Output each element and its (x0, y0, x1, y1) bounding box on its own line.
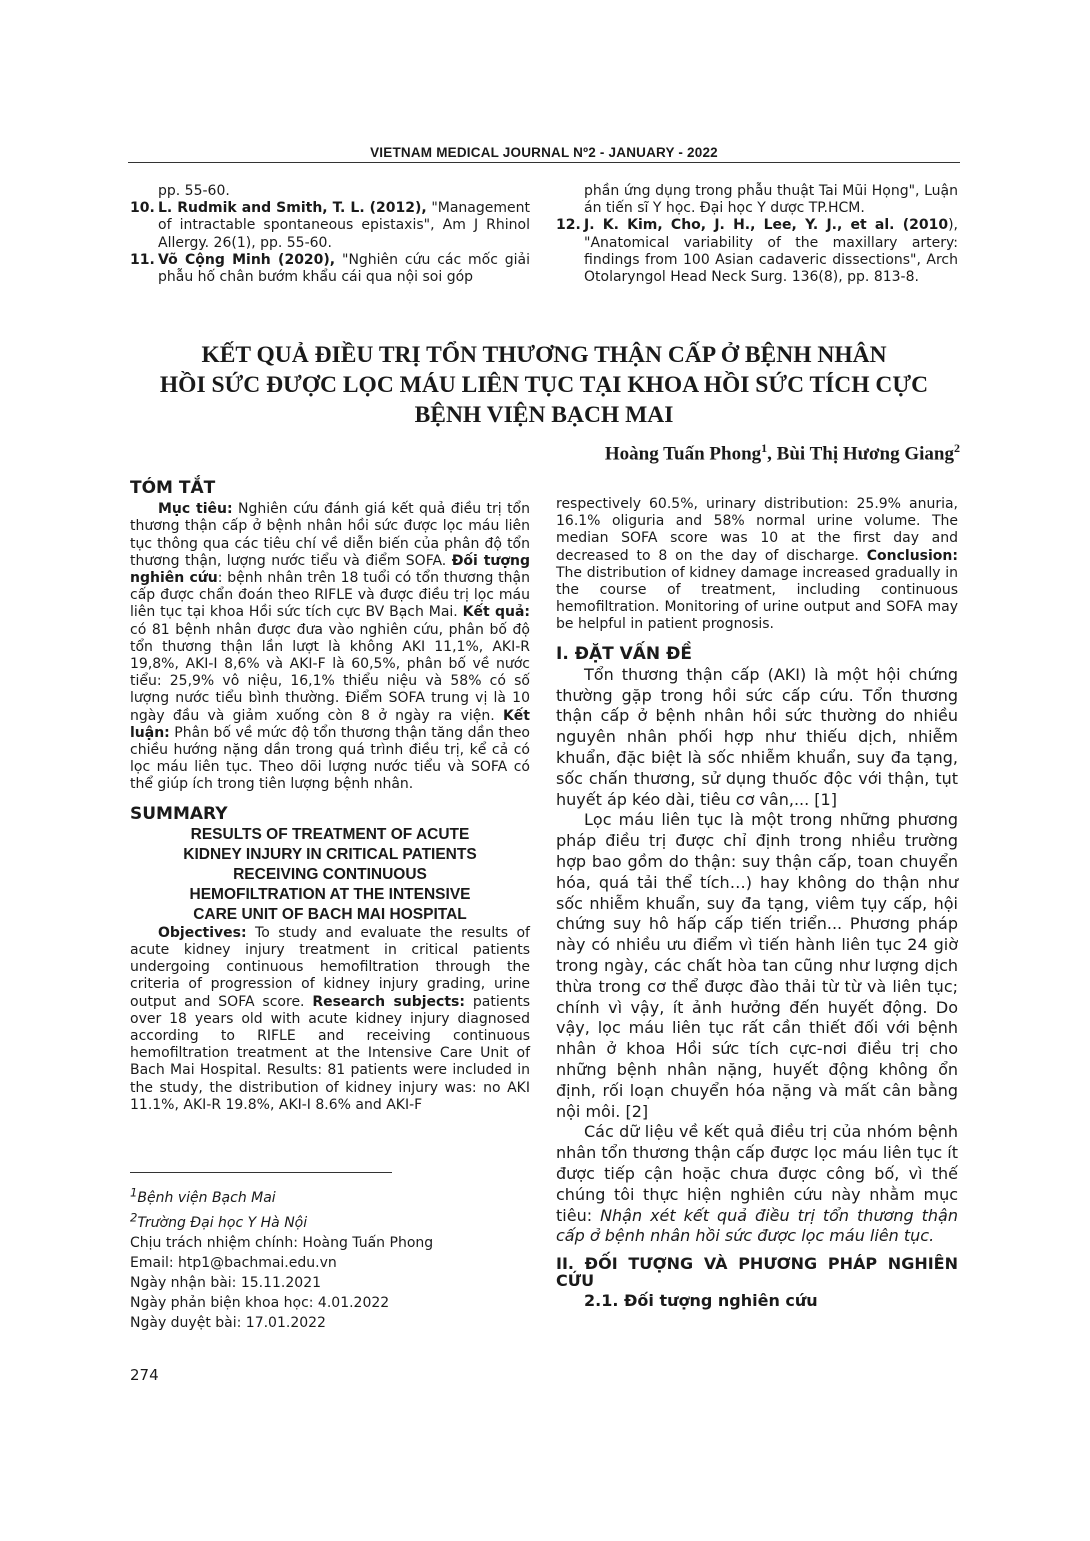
ref-text: "Nghiên cứu các mốc giải phẫu hố chân bướm khẩu cái qua nội soi góp (158, 251, 531, 286)
abstract-label: Kết luận: (130, 707, 530, 741)
summary-title-line: RESULTS OF TREATMENT OF ACUTE (190, 825, 470, 843)
journal-header: VIETNAM MEDICAL JOURNAL Nº2 - JANUARY - 2022 (370, 145, 718, 160)
section-2-heading: II. ĐỐI TƯỢNG VÀ PHƯƠNG PHÁP NGHIÊN CỨU (556, 1254, 958, 1291)
footnote-affiliation-2 (130, 1208, 530, 1234)
summary-label: Research subjects: (312, 993, 465, 1010)
title-line: HỒI SỨC ĐƯỢC LỌC MÁU LIÊN TỤC TẠI KHOA HỒI SỨC TÍCH CỰC (159, 372, 929, 398)
summary-text (130, 925, 530, 1114)
section-1-body (556, 665, 958, 1247)
abstract-body: có 81 bệnh nhân được đưa vào nghiên cứu, phân bố độ tổn thương thận lần lượt là không AKI 11,1%, AKI-R 19,8%, AKI-I 8,6% và AKI-F là 60,5%, phân bố về nước tiểu: 25,9% vô niệu, 16,1% thiểu niệu và 58% có số lượng nước tiểu bình thường. Điểm SOFA trung vị là 10 ngày đầu và giảm xuống còn 8 ở ngày ra viện. (130, 621, 530, 724)
ref-number: 11. (130, 251, 155, 268)
summary-body: respectively 60.5%, urinary distribution: 25.9% anuria, 16.1% oliguria and 58% normal urine volume. The median SOFA score was 10 at the first day and decreased to 8 on the day of discharge. (556, 496, 958, 564)
ref-authors: L. Rudmik and Smith, T. L. (2012), (158, 200, 427, 217)
ref-text: ), "Anatomical variability of the maxillary artery: findings from 100 Asian cadaveric dissections", Arch Otolaryngol Head Neck Surg. 136(8), pp. 813-8. (584, 217, 958, 286)
references-right (556, 183, 958, 286)
abstract-heading: TÓM TẮT (130, 478, 216, 498)
summary-heading: SUMMARY (130, 803, 228, 824)
author-affiliation: 1 (761, 441, 768, 455)
abstract-body: : bệnh nhân trên 18 tuổi có tổn thương thận cấp được chẩn đoán theo RIFLE và được điều trị lọc máu liên tục tại khoa Hồi sức tích cực BV Bạch Mai. (130, 570, 530, 621)
footnote-text: Trường Đại học Y Hà Nội (137, 1215, 308, 1232)
right-column (556, 496, 958, 1309)
footnote-reviewed: Ngày phản biện khoa học: 4.01.2022 (130, 1295, 390, 1312)
paragraph: Tổn thương thận cấp (AKI) là một hội chứng thường gặp trong hồi sức cấp cứu. Tổn thương thận cấp ở bệnh nhân hồi sức thường do nhiều nguyên nhân phối hợp như thiếu dịch, nhiễm khuẩn, đặc biệt là sốc nhiễm khuẩn, suy đa tạng, sốc chấn thương, sử dụng thuốc độc với thận, tụt huyết áp kéo dài, tiêu cơ vân,... [1] (556, 664, 958, 809)
paragraph (556, 1122, 958, 1247)
footnote-mark: 1 (130, 1185, 138, 1199)
author-separator: , (767, 443, 777, 465)
title-line: KẾT QUẢ ĐIỀU TRỊ TỔN THƯƠNG THẬN CẤP Ở BỆNH NHÂN (201, 342, 887, 368)
footnotes (130, 1182, 530, 1333)
abstract-label: Kết quả: (462, 604, 530, 621)
section-1-heading: I. ĐẶT VẤN ĐỀ (556, 643, 692, 664)
header-rule (128, 162, 960, 163)
authors (605, 441, 960, 465)
summary-title (130, 825, 530, 925)
summary-continuation (556, 496, 958, 634)
article-title (128, 340, 960, 430)
abstract-body: Nghiên cứu đánh giá kết quả điều trị tổn thương thận cấp ở bệnh nhân hồi sức được lọc máu liên tục thông qua các tiêu chí về diễn biến của phân độ tổn thương thận, lượng nước tiểu và điểm SOFA. (130, 501, 530, 569)
footnote-rule (130, 1172, 392, 1173)
summary-body: To study and evaluate the results of acute kidney injury treatment in critical patients undergoing continuous hemofiltration through the criteria of progression of kidney injury grading, urine output and SOFA score. (130, 924, 530, 1010)
abstract-label: Mục tiêu: (158, 501, 233, 518)
summary-title-line: RECEIVING CONTINUOUS (233, 865, 427, 883)
subsection-heading: 2.1. Đối tượng nghiên cứu (584, 1290, 818, 1310)
abstract-vi-text (130, 501, 530, 793)
reference-11 (130, 252, 530, 286)
reference-10 (130, 200, 530, 252)
footnote-mark: 2 (130, 1210, 138, 1225)
abstract-body: Phân bố về mức độ tổn thương thận tăng dần theo chiều hướng nặng dần trong quá trình điều trị, kể cả có lọc máu liên tục. Theo dõi lượng nước tiểu và SOFA có thể giúp ích trong tiên lượng bệnh nhân. (130, 724, 530, 793)
summary-label: Conclusion: (866, 547, 958, 564)
footnote-email: Email: htp1@bachmai.edu.vn (130, 1255, 337, 1272)
paragraph-italic: Nhận xét kết quả điều trị tổn thương thận cấp ở bệnh nhân hồi sức được lọc máu liên tục. (556, 1205, 958, 1246)
references-left (130, 183, 530, 286)
ref-number: 10. (130, 200, 155, 217)
footnote-responsible: Chịu trách nhiệm chính: Hoàng Tuấn Phong (130, 1235, 434, 1252)
summary-title-line: CARE UNIT OF BACH MAI HOSPITAL (193, 905, 467, 923)
footnote-received: Ngày nhận bài: 15.11.2021 (130, 1275, 322, 1292)
abstract-label: Đối tượng nghiên cứu (130, 552, 530, 587)
ref-authors: J. K. Kim, Cho, J. H., Lee, Y. J., et al. (2010 (584, 217, 949, 234)
ref-continuation: phần ứng dụng trong phẫu thuật Tai Mũi Họng", Luận án tiến sĩ Y học. Đại học Y dược TP.HCM. (584, 183, 958, 217)
author-name: Hoàng Tuấn Phong (604, 443, 762, 465)
footnote-text: Bệnh viện Bạch Mai (137, 1189, 276, 1206)
ref-text: "Management of intractable spontaneous epistaxis", Am J Rhinol Allergy. 26(1), pp. 55-60. (158, 200, 530, 251)
page-number: 274 (130, 1366, 159, 1384)
summary-label: Objectives: (158, 924, 247, 941)
footnote-approved: Ngày duyệt bài: 17.01.2022 (130, 1315, 326, 1332)
left-column (130, 480, 530, 1114)
author-affiliation: 2 (954, 441, 960, 455)
footnote-affiliation-1 (130, 1182, 530, 1208)
reference-12 (556, 217, 958, 286)
summary-title-line: KIDNEY INJURY IN CRITICAL PATIENTS (183, 845, 477, 863)
summary-body: patients over 18 years old with acute kidney injury diagnosed according to RIFLE and receiving continuous hemofiltration treatment at the Intensive Care Unit of Bach Mai Hospital. Results: 81 patients were included in the study, the distribution of kidney injury was: no AKI 11.1%, AKI-R 19.8%, AKI-I 8.6% and AKI-F (130, 993, 530, 1113)
ref-continuation: pp. 55-60. (158, 183, 230, 199)
summary-body: The distribution of kidney damage increased gradually in the course of treatment, including continuous hemofiltration. Monitoring of urine output and SOFA may be helpful in patient prognosis. (556, 564, 958, 633)
summary-title-line: HEMOFILTRATION AT THE INTENSIVE (189, 885, 471, 903)
ref-number: 12. (556, 217, 581, 234)
paragraph-text: Các dữ liệu về kết quả điều trị của nhóm bệnh nhân tổn thương thận cấp được lọc máu liên tục ít được tiếp cận hoặc chưa được công bố, vì thế chúng tôi thực hiện nghiên cứu này nhằm mục tiêu: (556, 1122, 958, 1225)
title-line: BỆNH VIỆN BẠCH MAI (414, 402, 674, 428)
author-name: Bùi Thị Hương Giang (776, 443, 954, 465)
ref-authors: Võ Cộng Minh (2020), (158, 251, 336, 268)
paragraph: Lọc máu liên tục là một trong những phương pháp điều trị được chỉ định trong nhiều trường hợp bao gồm do thận: suy thận cấp, toan chuyển hóa, quá tải thể tích…) hay không do thận như sốc nhiễm khuẩn, suy đa tạng, viêm tụy cấp, hội chứng suy hô hấp cấp tiến triển... Phương pháp này có nhiều ưu điểm vì tiến hành liên tục 24 giờ trong ngày, các chất hòa tan cũng như lượng dịch thừa trong cơ thể được đào thải từ từ và liên tục; chính vì vậy, ít ảnh hưởng đến huyết động. Do vậy, lọc máu liên tục rất cần thiết đối với bệnh nhân ở khoa Hồi sức tích cực-nơi điều trị cho những bệnh nhân nặng, huyết động không ổn định, rối loạn chuyển hóa nặng và mất cân bằng nội môi. [2] (556, 810, 958, 1121)
